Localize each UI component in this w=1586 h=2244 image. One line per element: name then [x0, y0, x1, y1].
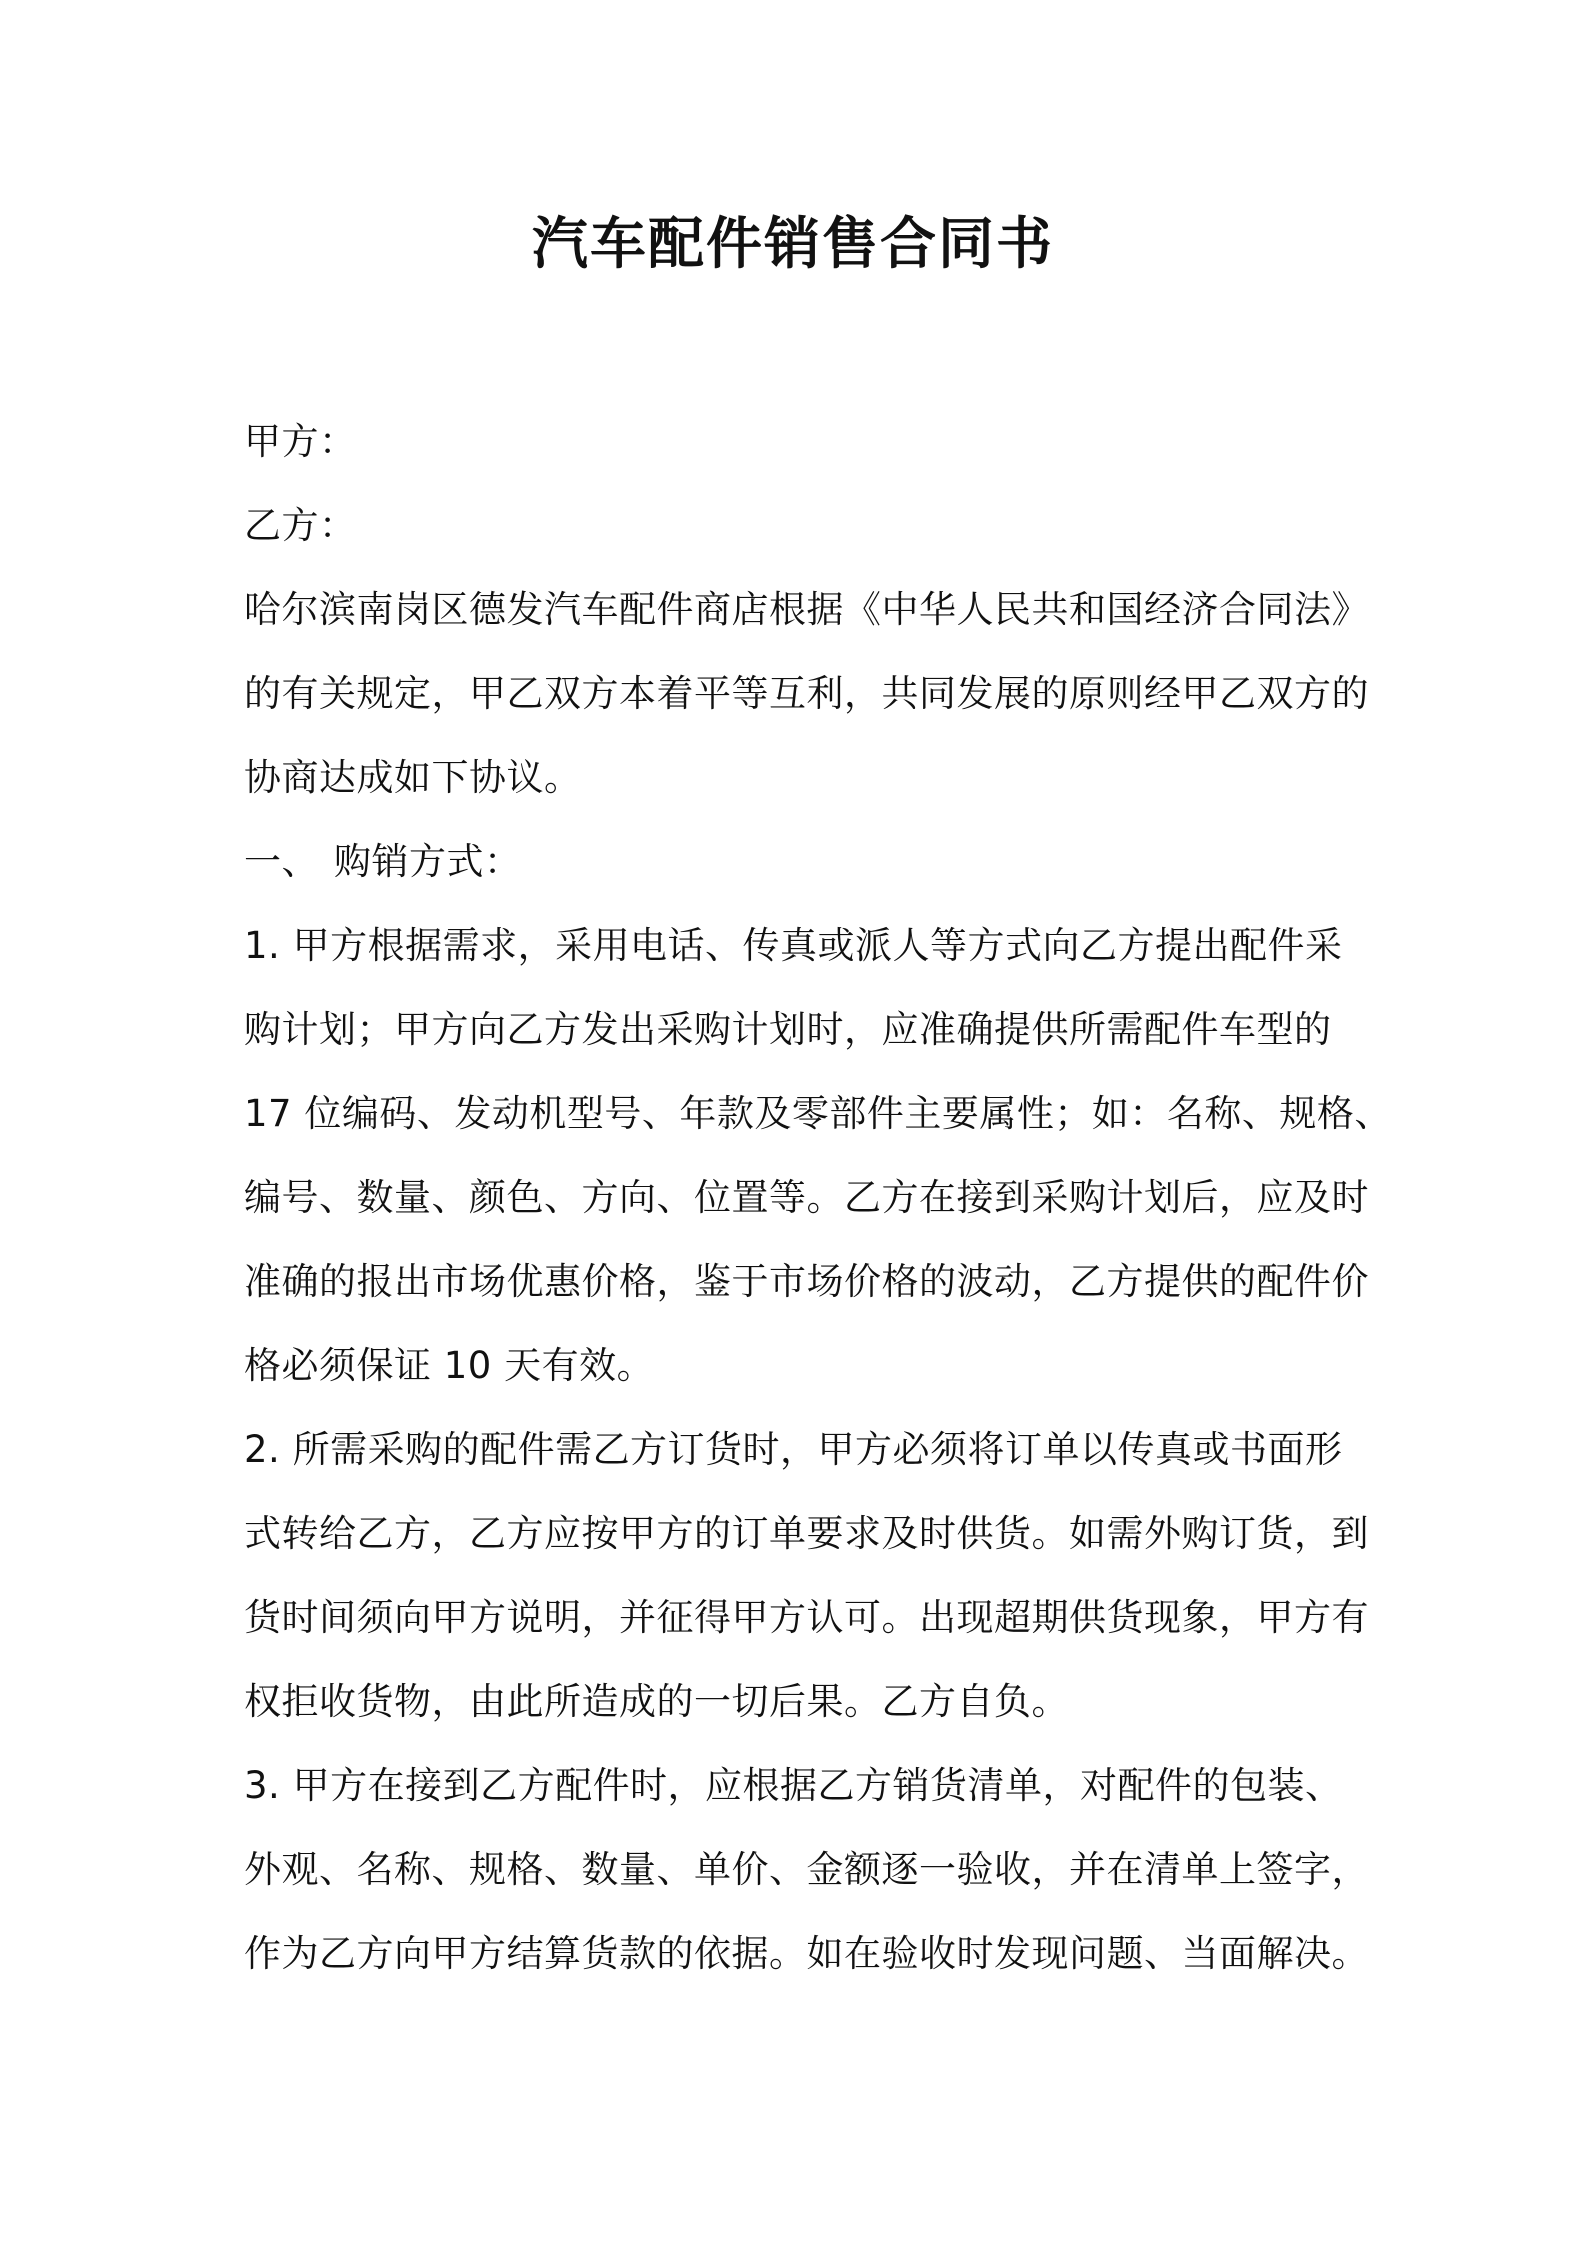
clause-2-line: 2. 所需采购的配件需乙方订货时，甲方必须将订单以传真或书面形: [244, 1428, 1343, 1471]
clause-3-line: 外观、名称、规格、数量、单价、金额逐一验收，并在清单上签字，: [244, 1848, 1369, 1891]
section-heading-text: 购销方式：: [334, 840, 522, 883]
clause-1-line: 编号、数量、颜色、方向、位置等。乙方在接到采购计划后，应及时: [244, 1176, 1369, 1219]
clause-2-line: 式转给乙方，乙方应按甲方的订单要求及时供货。如需外购订货，到: [244, 1512, 1369, 1555]
intro-line: 哈尔滨南岗区德发汽车配件商店根据《中华人民共和国经济合同法》: [244, 588, 1369, 631]
clause-1-line: 格必须保证 10 天有效。: [244, 1344, 655, 1387]
section-heading-purchase-method: [244, 820, 1364, 904]
clause-3-line: 3. 甲方在接到乙方配件时，应根据乙方销货清单，对配件的包装、: [244, 1764, 1343, 1807]
clause-2-line: 权拒收货物，由此所造成的一切后果。乙方自负。: [244, 1680, 1069, 1723]
clause-1-line: 1. 甲方根据需求，采用电话、传真或派人等方式向乙方提出配件采: [244, 924, 1343, 967]
clause-1-line: 准确的报出市场优惠价格，鉴于市场价格的波动，乙方提供的配件价: [244, 1260, 1369, 1303]
intro-line: 协商达成如下协议。: [244, 756, 582, 799]
clause-3-line: 作为乙方向甲方结算货款的依据。如在验收时发现问题、当面解决。: [244, 1932, 1369, 1975]
party-b-label: 乙方：: [244, 504, 357, 547]
clause-2-line: 货时间须向甲方说明，并征得甲方认可。出现超期供货现象，甲方有: [244, 1596, 1369, 1639]
document-body: [244, 400, 1392, 1996]
section-number: 一、: [244, 840, 319, 883]
clause-1-line: 购计划；甲方向乙方发出采购计划时，应准确提供所需配件车型的: [244, 1008, 1332, 1051]
party-a-label: 甲方：: [244, 420, 357, 463]
intro-line: 的有关规定，甲乙双方本着平等互利，共同发展的原则经甲乙双方的: [244, 672, 1369, 715]
clause-1-line: 17 位编码、发动机型号、年款及零部件主要属性；如：名称、规格、: [244, 1092, 1392, 1135]
document-title: 汽车配件销售合同书: [532, 212, 1054, 277]
